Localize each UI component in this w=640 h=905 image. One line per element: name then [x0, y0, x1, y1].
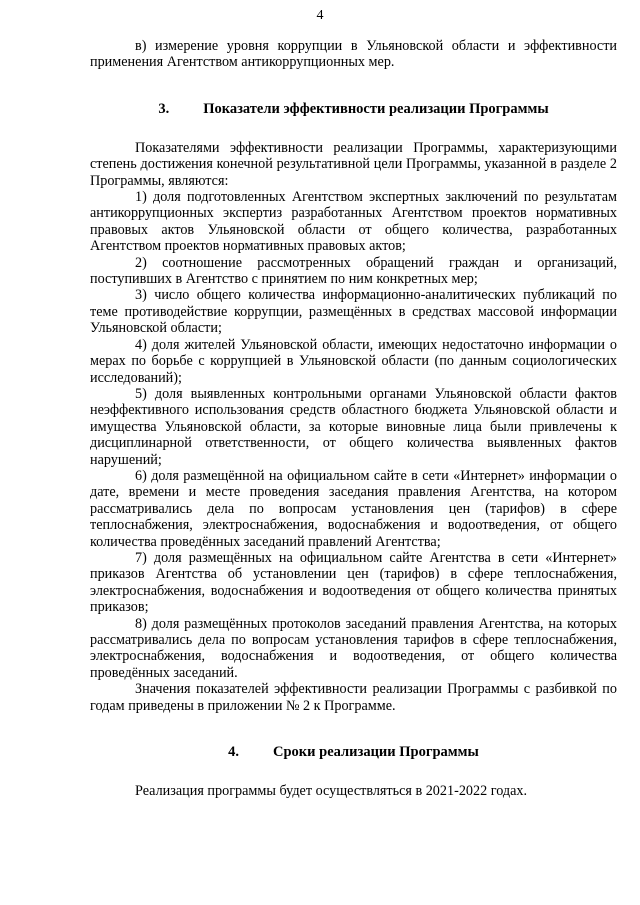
section-3-number: 3. — [158, 100, 170, 117]
intro-paragraph: в) измерение уровня коррупции в Ульяновской области и эффективности применения Агентством антикоррупционных мер. — [90, 38, 617, 71]
indicator-item-3: 3) число общего количества информационно-аналитических публикаций по теме противодействие коррупции, размещённых в средствах массовой информации Ульяновской области; — [90, 287, 617, 337]
indicator-item-1: 1) доля подготовленных Агентством экспертных заключений по результатам антикоррупционных экспертиз разработанных Агентством проектов нормативных правовых актов Ульяновской области от общего количества, разработанных Агентством проектов нормативных правовых актов; — [90, 189, 617, 255]
indicator-item-7: 7) доля размещённых на официальном сайте Агентства в сети «Интернет» приказов Агентства об установлении цен (тарифов) в сфере теплоснабжения, электроснабжения, водоснабжения и водоотведения от общего количества принятых приказов; — [90, 549, 617, 616]
indicator-item-5: 5) доля выявленных контрольными органами Ульяновской области фактов неэффективного использования средств областного бюджета Ульяновской области и имущества Ульяновской области, за которые виновные лица были привлечены к дисциплинарной ответственности, от общего количества выявленных фактов нарушений; — [90, 385, 617, 468]
section-3-heading — [90, 101, 617, 118]
indicator-item-6: 6) доля размещённой на официальном сайте в сети «Интернет» информации о дате, времени и месте проведения заседания правления Агентства, на котором рассматривались дела по вопросам установления цен (тарифов) в сфере теплоснабжения, электроснабжения, водоснабжения и водоотведения, от общего количества проведённых заседаний правлений Агентства; — [90, 467, 617, 550]
indicator-item-2: 2) соотношение рассмотренных обращений граждан и организаций, поступивших в Агентство с принятием по ним конкретных мер; — [90, 254, 617, 288]
page-content — [90, 38, 617, 799]
section-4-heading — [90, 744, 617, 761]
section-4-paragraph: Реализация программы будет осуществляться в 2021-2022 годах. — [135, 783, 528, 800]
page-number: 4 — [316, 8, 324, 23]
indicator-item-8: 8) доля размещённых протоколов заседаний правления Агентства, на которых рассматривались дела по вопросам установления тарифов в сфере теплоснабжения, электроснабжения, водоснабжения и водоотведения, от общего количества проведённых заседаний. — [90, 615, 617, 681]
section-4-title: Сроки реализации Программы — [273, 744, 479, 761]
indicator-item-4: 4) доля жителей Ульяновской области, имеющих недостаточно информации о мерах по борьбе с коррупцией в Ульяновской области (по данным социологических исследований); — [90, 336, 617, 386]
indicator-values-paragraph: Значения показателей эффективности реализации Программы с разбивкой по годам приведены в приложении № 2 к Программе. — [90, 681, 617, 714]
section-4-number: 4. — [228, 744, 240, 761]
section-3-paragraph: Показателями эффективности реализации Программы, характеризующими степень достижения конечной результативной цели Программы, указанной в разделе 2 Программы, являются: — [90, 139, 617, 189]
section-3-title: Показатели эффективности реализации Программы — [203, 100, 549, 117]
